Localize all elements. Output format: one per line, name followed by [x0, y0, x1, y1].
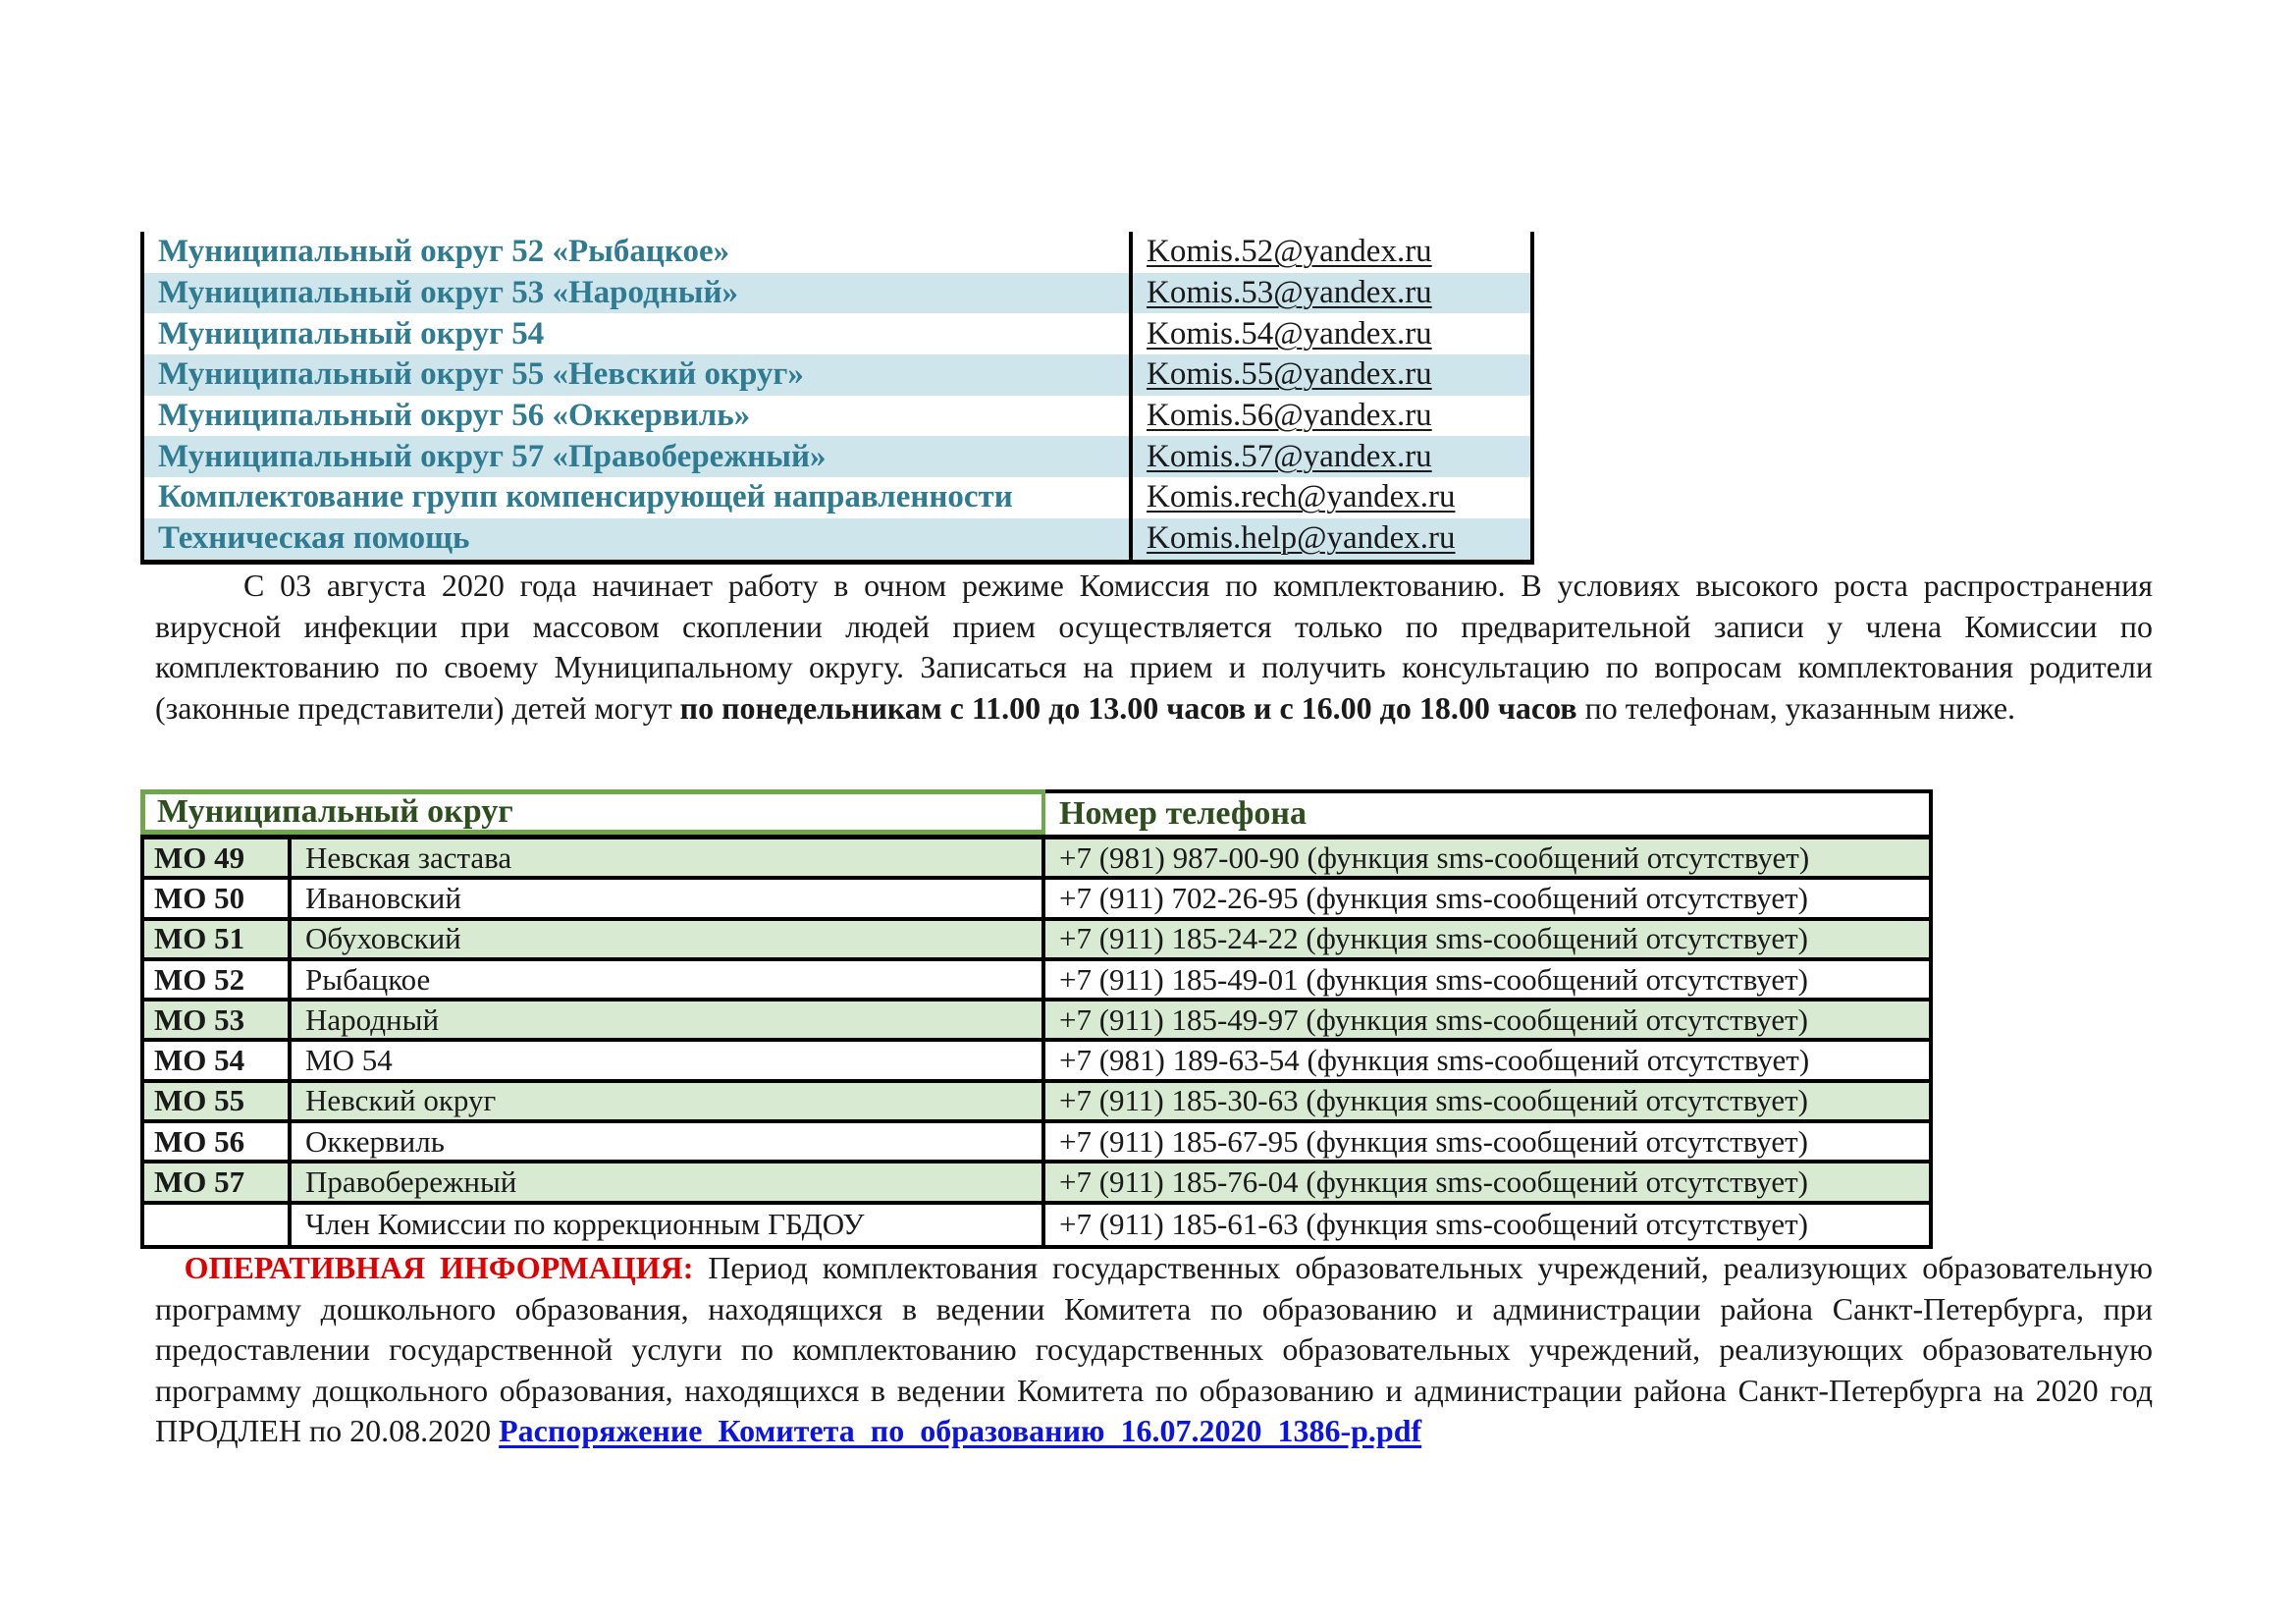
email-district-name: Муниципальный округ 54	[158, 315, 545, 352]
district-code: МО 55	[144, 1083, 292, 1119]
phone-number: +7 (981) 189-63-54 (функция sms-сообщений отсутствует)	[1059, 1043, 1810, 1078]
email-link[interactable]: Komis.57@yandex.ru	[1147, 438, 1432, 474]
district-name: Оккервиль	[292, 1123, 1045, 1160]
table-row	[144, 1123, 1929, 1164]
district-name: Правобережный	[292, 1164, 1045, 1200]
email-link[interactable]: Komis.rech@yandex.ru	[1147, 479, 1456, 515]
operational-info-paragraph	[155, 1248, 2153, 1452]
phone-table-body	[140, 835, 1933, 1249]
email-row	[144, 477, 1530, 518]
district-code: МО 52	[144, 961, 292, 998]
order-pdf-link[interactable]: Распоряжение Комитета по образованию 16.07.2020 1386-р.pdf	[499, 1413, 1422, 1448]
district-name: Невская застава	[292, 839, 1045, 876]
email-link[interactable]: Komis.55@yandex.ru	[1147, 356, 1432, 393]
email-row	[144, 232, 1530, 273]
email-district-name: Муниципальный округ 53 «Народный»	[158, 275, 739, 311]
email-link[interactable]: Komis.help@yandex.ru	[1147, 520, 1456, 557]
phone-number: +7 (981) 987-00-90 (функция sms-сообщений отсутствует)	[1059, 839, 1810, 875]
district-name: Обуховский	[292, 921, 1045, 957]
phone-number: +7 (911) 185-24-22 (функция sms-сообщений отсутствует)	[1059, 921, 1808, 956]
district-name: Член Комиссии по коррекционным ГБДОУ	[292, 1205, 1045, 1245]
email-district-name: Техническая помощь	[158, 520, 470, 557]
email-table	[140, 232, 1534, 565]
district-code: МО 49	[144, 839, 292, 876]
email-row	[144, 273, 1530, 314]
email-district-name: Муниципальный округ 52 «Рыбацкое»	[158, 234, 730, 270]
commission-notice-paragraph	[155, 566, 2153, 729]
email-district-name: Муниципальный округ 57 «Правобережный»	[158, 438, 827, 474]
email-link[interactable]: Komis.54@yandex.ru	[1147, 315, 1432, 352]
header-district: Муниципальный округ	[140, 789, 1045, 835]
notice-text-end: по телефонам, указанным ниже.	[1576, 689, 2016, 726]
operational-info-text: Период комплектования государственных образовательных учреждений, реализующих образовательную программу дошкольного образования, находящихся в ведении Комитета по образованию и администрации района Санкт-Петербурга, при предоставлении государственной услуги по комплектованию государственных образовательных учреждений, реализующих образовательную программу дощкольного образования, находящихся в ведении Комитета по образованию и администрации района Санкт-Петербурга на 2020 год ПРОДЛЕН по 20.08.2020	[155, 1250, 2154, 1448]
table-row	[144, 880, 1929, 920]
table-row	[144, 921, 1929, 961]
phone-table	[140, 789, 1933, 1249]
district-name: Невский округ	[292, 1083, 1045, 1119]
district-code: МО 57	[144, 1164, 292, 1200]
table-row	[144, 1001, 1929, 1042]
email-district-name: Муниципальный округ 56 «Оккервиль»	[158, 398, 751, 434]
notice-hours: по понедельникам с 11.00 до 13.00 часов и с 16.00 до 18.00 часов	[679, 689, 1577, 726]
table-row	[144, 961, 1929, 1001]
district-code: МО 53	[144, 1001, 292, 1038]
district-code: МО 50	[144, 880, 292, 916]
notice-text: С 03 августа 2020 года начинает работу в очном режиме Комиссия по комплектованию. В условиях высокого роста распространения вирусной инфекции при массовом скоплении людей прием осуществляется только по предварительной записи у члена Комиссии по комплектованию по своему Муниципальному округу. Записаться на прием и получить консультацию по вопросам комплектования родители (законные представители) детей могут	[155, 568, 2153, 726]
district-code: МО 54	[144, 1042, 292, 1078]
email-district-name: Муниципальный округ 55 «Невский округ»	[158, 356, 804, 393]
email-row	[144, 354, 1530, 396]
email-row	[144, 436, 1530, 477]
phone-number: +7 (911) 185-67-95 (функция sms-сообщений отсутствует)	[1059, 1123, 1808, 1159]
phone-number: +7 (911) 185-49-01 (функция sms-сообщений отсутствует)	[1059, 961, 1808, 997]
header-phone: Номер телефона	[1045, 789, 1933, 835]
email-row	[144, 396, 1530, 437]
district-name: Народный	[292, 1001, 1045, 1038]
phone-number: +7 (911) 185-61-63 (функция sms-сообщений отсутствует)	[1059, 1207, 1808, 1242]
table-row	[144, 1083, 1929, 1123]
email-link[interactable]: Komis.56@yandex.ru	[1147, 398, 1432, 434]
email-district-name: Комплектование групп компенсирующей направленности	[158, 479, 1013, 515]
email-row	[144, 313, 1530, 354]
table-row	[144, 1205, 1929, 1245]
district-code: МО 51	[144, 921, 292, 957]
table-row	[144, 1164, 1929, 1204]
email-link[interactable]: Komis.52@yandex.ru	[1147, 234, 1432, 270]
district-code	[144, 1205, 292, 1245]
phone-number: +7 (911) 185-30-63 (функция sms-сообщений отсутствует)	[1059, 1083, 1808, 1118]
district-name: Ивановский	[292, 880, 1045, 916]
email-link[interactable]: Komis.53@yandex.ru	[1147, 275, 1432, 311]
phone-table-header	[140, 789, 1933, 835]
district-code: МО 56	[144, 1123, 292, 1160]
phone-number: +7 (911) 185-49-97 (функция sms-сообщений отсутствует)	[1059, 1001, 1808, 1037]
district-name: Рыбацкое	[292, 961, 1045, 998]
table-row	[144, 839, 1929, 880]
phone-number: +7 (911) 702-26-95 (функция sms-сообщений отсутствует)	[1059, 880, 1808, 915]
district-name: МО 54	[292, 1042, 1045, 1078]
table-row	[144, 1042, 1929, 1082]
email-row	[144, 518, 1530, 560]
operational-info-label: ОПЕРАТИВНАЯ ИНФОРМАЦИЯ:	[184, 1250, 694, 1285]
phone-number: +7 (911) 185-76-04 (функция sms-сообщений отсутствует)	[1059, 1164, 1808, 1200]
